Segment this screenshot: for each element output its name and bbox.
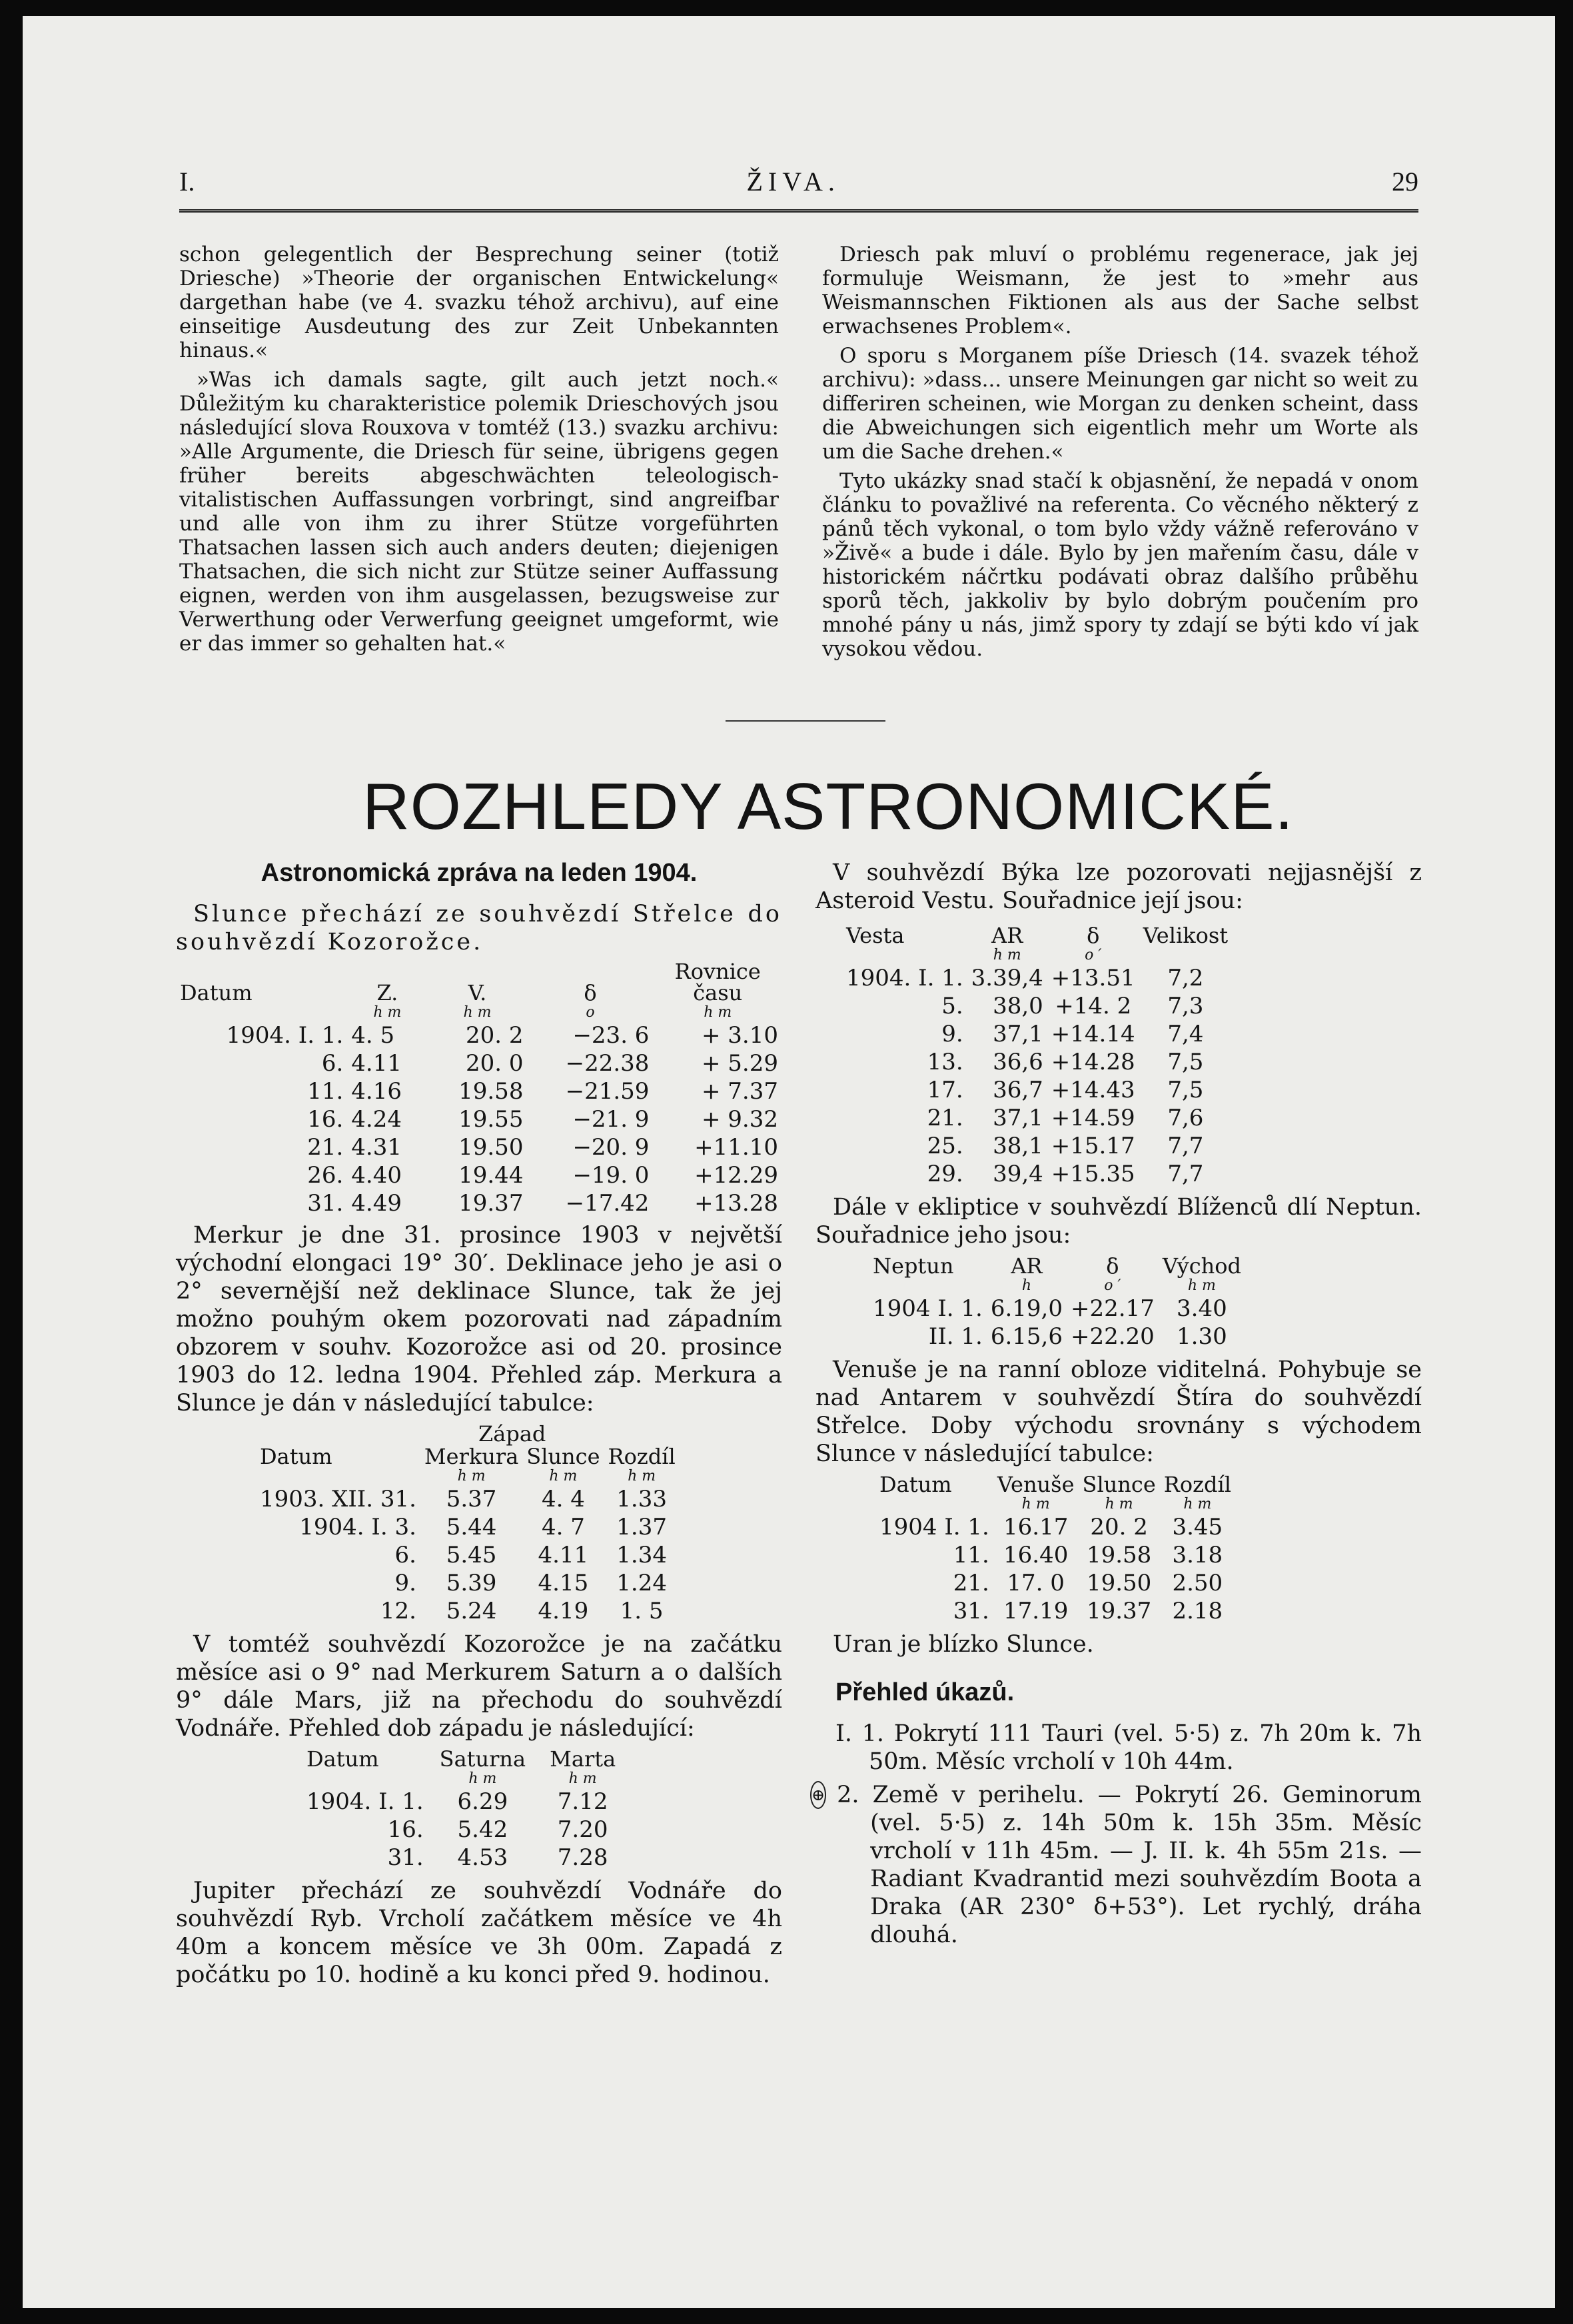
- table-cell: 7,2: [1167, 965, 1204, 991]
- table-cell: 17.: [927, 1077, 963, 1103]
- table-row: [176, 1133, 782, 1161]
- table-cell: 31.: [387, 1844, 424, 1871]
- table-row: [256, 1513, 680, 1541]
- sun-intro: Slunce přechází ze souhvězdí Střelce do souhvězdí Kozorožce.: [176, 901, 782, 955]
- table-row: [256, 1541, 680, 1569]
- table-cell: 6.19,0: [990, 1295, 1063, 1322]
- table-row: [176, 1161, 782, 1189]
- table-row: [302, 1844, 628, 1872]
- unit-label: h m: [1021, 1496, 1050, 1512]
- table-cell: 7.28: [557, 1844, 608, 1871]
- unit-label: h m: [993, 947, 1021, 963]
- table-row: [176, 1021, 782, 1049]
- table-cell: 3.39,4: [971, 965, 1043, 991]
- page: [23, 16, 1555, 2308]
- table-cell: +22.17: [1070, 1295, 1155, 1322]
- table-cell: +14.59: [1051, 1105, 1135, 1131]
- table-cell: 1904 I. 1.: [879, 1514, 989, 1540]
- table-cell: 16.: [307, 1106, 344, 1133]
- report-heading: Astronomická zpráva na leden 1904.: [261, 859, 698, 887]
- table-row: [842, 1104, 1232, 1132]
- earth-symbol-icon: ⊕: [810, 1781, 826, 1809]
- paragraph: schon gelegentlich der Besprechung seiner (totiž Driesche) »Theorie der organischen Entwickelung« dargethan habe (ve 4. svazku téhož archivu), auf eine einseitige Ausdeutung des zur Zeit Unbekannten hinaus.«: [179, 243, 779, 362]
- overview-heading: Přehled úkazů.: [835, 1678, 1015, 1706]
- table-cell: 1904. I. 1.: [306, 1788, 424, 1815]
- table-cell: 4.11: [351, 1050, 402, 1077]
- table-row: [842, 992, 1232, 1020]
- unit-label: o ′: [1104, 1277, 1121, 1294]
- column-header: Neptun: [873, 1253, 954, 1279]
- table-cell: 4. 5: [351, 1022, 395, 1049]
- saturn-table: [302, 1748, 628, 1872]
- column-header: V.: [468, 980, 487, 1005]
- table-row: [875, 1541, 1235, 1569]
- table-cell: +22.20: [1070, 1323, 1155, 1350]
- table-cell: 12.: [380, 1598, 416, 1624]
- table-row: [842, 1076, 1232, 1104]
- unit-label: o ′: [1085, 947, 1102, 963]
- table-cell: −21. 9: [572, 1106, 650, 1133]
- mercury-text: Merkur je dne 31. prosince 1903 v největší východní elongaci 19° 30′. Deklinace jeho je asi o 2° severnější než deklinace Slunce, tak že jej možno pouhým okem pozorovati nad západním obzorem v souhv. Kozorožce asi od 20. prosince 1903 do 12. ledna 1904. Přehled záp. Merkura a Slunce je dán v následující tabulce:: [176, 1222, 782, 1417]
- table-cell: 17. 0: [1007, 1570, 1065, 1596]
- table-cell: 7,7: [1167, 1161, 1204, 1187]
- table-cell: 19.50: [1086, 1570, 1152, 1596]
- table-cell: 21.: [953, 1570, 989, 1596]
- running-header: [179, 166, 1418, 197]
- table-row: [869, 1323, 1245, 1351]
- table-cell: 9.: [394, 1570, 416, 1596]
- table-cell: 17.19: [1003, 1598, 1069, 1624]
- table-row: [176, 1105, 782, 1133]
- table-cell: 20. 2: [465, 1022, 524, 1049]
- table-cell: 7,5: [1167, 1049, 1204, 1075]
- table-cell: 7.12: [557, 1788, 608, 1815]
- table-row: [176, 1189, 782, 1217]
- section-divider: [726, 720, 885, 722]
- table-cell: 31.: [953, 1598, 989, 1624]
- table-cell: 19.58: [1086, 1542, 1152, 1568]
- table-row: [875, 1513, 1235, 1541]
- table-cell: −17.42: [565, 1190, 650, 1217]
- table-cell: 6.29: [457, 1788, 508, 1815]
- table-cell: 19.58: [458, 1078, 524, 1105]
- table-cell: 36,6: [993, 1049, 1043, 1075]
- table-cell: 1.37: [616, 1514, 667, 1540]
- uran-text: Uran je blízko Slunce.: [833, 1631, 1094, 1658]
- table-cell: 4.53: [457, 1844, 508, 1871]
- header-rule: [179, 209, 1418, 215]
- table-cell: 5.: [941, 993, 963, 1019]
- column-header: Saturna: [439, 1746, 526, 1772]
- vesta-table: [842, 924, 1232, 1188]
- unit-label: h m: [628, 1468, 656, 1484]
- mercury-table: [256, 1423, 680, 1625]
- table-cell: 37,1: [993, 1105, 1043, 1131]
- table-row: [842, 1048, 1232, 1076]
- table-cell: 7,3: [1167, 993, 1204, 1019]
- unit-label: o: [586, 1004, 595, 1021]
- table-cell: 20. 0: [465, 1050, 524, 1077]
- table-cell: 4.24: [351, 1106, 402, 1133]
- table-row: [256, 1597, 680, 1625]
- unit-label: h m: [468, 1770, 497, 1787]
- unit-label: h m: [1187, 1277, 1216, 1294]
- table-cell: +14.14: [1051, 1021, 1135, 1047]
- sun-rows: [176, 1021, 782, 1217]
- column-header: AR: [991, 923, 1023, 948]
- table-cell: 2.50: [1172, 1570, 1223, 1596]
- table-cell: 19.44: [458, 1162, 524, 1189]
- table-cell: 7,6: [1167, 1105, 1204, 1131]
- table-cell: +13.51: [1051, 965, 1135, 991]
- table-cell: 11.: [953, 1542, 989, 1568]
- unit-label: h m: [549, 1468, 578, 1484]
- table-row: [176, 1077, 782, 1105]
- paragraph: »Was ich damals sagte, gilt auch jetzt noch.« Důležitým ku charakteristice polemik Drieschových jsou následující slova Rouxova v tomtéž (13.) svazku archivu: »Alle Argumente, die Driesch für seine, übrigens gegen früher bereits abgeschwächten teleologisch-vitalistischen Auffassungen vorbringt, sind angreifbar und alle von ihm zu ihrer Stütze vorgeführten Thatsachen lassen sich auch anders deuten; diejenigen Thatsachen, die sich nicht zur Stütze seiner Auffassung eignen, werden von ihm ausgelassen, bezugsweise zur Verwerthung oder Verwerfung geeignet umgeformt, wie er das immer so gehalten hat.«: [179, 368, 779, 656]
- column-header: δ: [1106, 1253, 1119, 1279]
- table-cell: 3.45: [1172, 1514, 1223, 1540]
- column-header: AR: [1011, 1253, 1043, 1279]
- table-row: [842, 1020, 1232, 1048]
- column-header: Datum: [180, 980, 253, 1005]
- table-row: [176, 1049, 782, 1077]
- table-cell: 1904. I. 3.: [299, 1514, 416, 1540]
- paragraph: Driesch pak mluví o problému regenerace, jak jej formuluje Weismann, že jest to »mehr aus Weismannschen Fiktionen als aus der Sache selbst erwachsenes Problem«.: [822, 243, 1418, 338]
- table-cell: 4.16: [351, 1078, 402, 1105]
- table-cell: 21.: [307, 1134, 344, 1161]
- astro-right-column: [811, 859, 1422, 1949]
- table-cell: 1.34: [616, 1542, 667, 1568]
- header-page-number: 29: [1391, 167, 1418, 197]
- section-title: ROZHLEDY ASTRONOMICKÉ.: [362, 770, 1294, 843]
- column-header: Marta: [550, 1746, 616, 1772]
- column-header: Rovnice: [674, 959, 761, 984]
- table-cell: +13.28: [694, 1190, 778, 1217]
- table-cell: 5.37: [446, 1486, 497, 1512]
- jupiter-text: Jupiter přechází ze souhvězdí Vodnáře do souhvězdí Ryb. Vrcholí začátkem měsíce ve 4h 40m a koncem měsíce ve 3h 00m. Zapadá z počátku po 10. hodině a ku konci před 9. hodinou.: [176, 1878, 782, 1988]
- table-cell: +11.10: [694, 1134, 778, 1161]
- neptun-table: [869, 1255, 1245, 1351]
- table-cell: 7,7: [1167, 1133, 1204, 1159]
- table-cell: 16.40: [1003, 1542, 1069, 1568]
- top-right-column: [822, 243, 1418, 666]
- table-cell: 38,1: [993, 1133, 1043, 1159]
- table-cell: 13.: [927, 1049, 963, 1075]
- column-header: Venuše: [997, 1472, 1075, 1497]
- unit-label: h m: [568, 1770, 597, 1787]
- table-cell: + 5.29: [702, 1050, 778, 1077]
- table-cell: 39,4: [993, 1161, 1043, 1187]
- unit-label: h m: [1183, 1496, 1212, 1512]
- table-cell: 5.24: [446, 1598, 497, 1624]
- table-cell: 1.30: [1177, 1323, 1227, 1350]
- table-cell: 1904. I. 1.: [226, 1022, 344, 1049]
- table-cell: 1903. XII. 31.: [260, 1486, 416, 1512]
- table-cell: 4. 7: [541, 1514, 585, 1540]
- table-row: [302, 1816, 628, 1844]
- sun-table: [176, 961, 782, 1217]
- table-cell: 6.15,6: [990, 1323, 1063, 1350]
- table-cell: 1.33: [616, 1486, 667, 1512]
- venus-table: [875, 1473, 1235, 1625]
- table-cell: 4.31: [351, 1134, 402, 1161]
- table-cell: 2.18: [1172, 1598, 1223, 1624]
- table-cell: + 3.10: [702, 1022, 778, 1049]
- table-cell: 4.49: [351, 1190, 402, 1217]
- neptun-intro: Dále v ekliptice v souhvězdí Blíženců dlí Neptun. Souřadnice jeho jsou:: [815, 1194, 1422, 1249]
- event-item-row: [811, 1781, 1422, 1949]
- table-cell: 20. 2: [1090, 1514, 1148, 1540]
- astro-left-column: [176, 859, 782, 1994]
- table-cell: +14. 2: [1055, 993, 1132, 1019]
- table-cell: + 9.32: [702, 1106, 778, 1133]
- unit-label: h m: [1105, 1496, 1133, 1512]
- table-cell: 4.19: [538, 1598, 589, 1624]
- table-cell: 3.40: [1177, 1295, 1227, 1322]
- table-row: [256, 1569, 680, 1597]
- table-cell: 19.55: [458, 1106, 524, 1133]
- table-row: [302, 1788, 628, 1816]
- venus-text: Venuše je na ranní obloze viditelná. Pohybuje se nad Antarem v souhvězdí Štíra do souhvězdí Střelce. Doby východu srovnány s východem Slunce v následující tabulce:: [815, 1357, 1422, 1467]
- table-cell: 7,4: [1167, 1021, 1204, 1047]
- table-cell: II. 1.: [928, 1323, 983, 1350]
- table-row: [875, 1597, 1235, 1625]
- unit-label: h: [1021, 1277, 1031, 1294]
- header-volume: I.: [179, 167, 195, 197]
- column-header: Datum: [260, 1444, 332, 1469]
- column-header: Rozdíl: [608, 1444, 676, 1469]
- table-row: [842, 1132, 1232, 1160]
- paragraph: O sporu s Morganem píše Driesch (14. svazek téhož archivu): »dass... unsere Meinungen gar nicht so weit zu differiren scheinen, wie Morgan zu denken scheint, dass die Abweichungen sich eigentlich mehr um Worte als um die Sache drehen.«: [822, 344, 1418, 464]
- table-row: [256, 1485, 680, 1513]
- table-cell: 19.37: [1086, 1598, 1152, 1624]
- column-header: času: [693, 980, 743, 1005]
- table-cell: 4. 4: [541, 1486, 585, 1512]
- table-cell: −22.38: [565, 1050, 650, 1077]
- table-cell: 16.: [387, 1816, 424, 1843]
- table-cell: +14.28: [1051, 1049, 1135, 1075]
- table-cell: 5.45: [446, 1542, 497, 1568]
- table-cell: 4.15: [538, 1570, 589, 1596]
- table-row: [875, 1569, 1235, 1597]
- table-cell: 36,7: [993, 1077, 1043, 1103]
- top-left-column: [179, 243, 779, 661]
- unit-label: h m: [463, 1004, 492, 1021]
- table-cell: 1904. I. 1.: [846, 965, 963, 991]
- paragraph: Tyto ukázky snad stačí k objasnění, že nepadá v onom článku to považlivé na referenta. Co věcného některý z pánů těch vykonal, o tom bylo vždy vážně referováno v »Živě« a bude i dále. Bylo by jen mařením času, dále v historickém náčrtku podávati obraz dalšího průběhu sporů těch, jakkoliv by bylo dobrým poučením pro mnohé pány u nás, jimž spory ty zdají se býti kdo ví jak vysokou vědou.: [822, 469, 1418, 661]
- table-cell: 21.: [927, 1105, 963, 1131]
- table-cell: 19.50: [458, 1134, 524, 1161]
- column-header: Slunce: [1082, 1472, 1156, 1497]
- table-cell: 11.: [307, 1078, 344, 1105]
- unit-label: h m: [704, 1004, 732, 1021]
- table-cell: 1904 I. 1.: [873, 1295, 983, 1322]
- table-cell: 5.44: [446, 1514, 497, 1540]
- column-header: δ: [584, 980, 597, 1005]
- table-cell: 1.24: [616, 1570, 667, 1596]
- table-cell: 37,1: [993, 1021, 1043, 1047]
- unit-label: h m: [373, 1004, 402, 1021]
- vesta-rows: [842, 964, 1232, 1188]
- table-cell: 4.11: [538, 1542, 589, 1568]
- table-cell: −21.59: [565, 1078, 650, 1105]
- table-cell: 4.40: [351, 1162, 402, 1189]
- column-header: Datum: [306, 1746, 379, 1772]
- mercury-rows: [256, 1485, 680, 1625]
- table-cell: 16.17: [1003, 1514, 1069, 1540]
- table-cell: 29.: [927, 1161, 963, 1187]
- table-cell: 26.: [307, 1162, 344, 1189]
- column-header: Z.: [376, 980, 398, 1005]
- table-cell: 5.42: [457, 1816, 508, 1843]
- table-cell: +15.35: [1051, 1161, 1135, 1187]
- event-item: I. 1. Pokrytí 111 Tauri (vel. 5·5) z. 7h 20m k. 7h 50m. Měsíc vrcholí v 10h 44m.: [835, 1720, 1422, 1775]
- column-header: Vesta: [846, 923, 905, 948]
- column-header: Slunce: [526, 1444, 600, 1469]
- table-cell: 7.20: [557, 1816, 608, 1843]
- table-cell: + 7.37: [702, 1078, 778, 1105]
- table-cell: 31.: [307, 1190, 344, 1217]
- saturn-text: V tomtéž souhvězdí Kozorožce je na začátku měsíce asi o 9° nad Merkurem Saturn a o dalších 9° dále Mars, již na přechodu do souhvězdí Vodnáře. Přehled dob západu je následující:: [176, 1631, 782, 1742]
- table-cell: 6.: [321, 1050, 344, 1077]
- unit-label: h m: [457, 1468, 486, 1484]
- table-cell: 19.37: [458, 1190, 524, 1217]
- table-cell: 38,0: [993, 993, 1043, 1019]
- header-journal-title: ŽIVA.: [746, 167, 840, 197]
- column-header: Datum: [879, 1472, 952, 1497]
- table-cell: +14.43: [1051, 1077, 1135, 1103]
- table-cell: −23. 6: [572, 1022, 650, 1049]
- table-row: [842, 1160, 1232, 1188]
- saturn-rows: [302, 1788, 628, 1872]
- table-cell: −20. 9: [572, 1134, 650, 1161]
- table-cell: 3.18: [1172, 1542, 1223, 1568]
- table-cell: 7,5: [1167, 1077, 1204, 1103]
- column-header: Východ: [1162, 1253, 1241, 1279]
- table-cell: 5.39: [446, 1570, 497, 1596]
- column-header: Západ: [478, 1421, 546, 1447]
- table-cell: 9.: [941, 1021, 963, 1047]
- table-row: [869, 1295, 1245, 1323]
- event-list: [811, 1720, 1422, 1949]
- venus-rows: [875, 1513, 1235, 1625]
- vesta-intro: V souhvězdí Býka lze pozorovati nejjasnější z Asteroid Vestu. Souřadnice její jsou:: [815, 860, 1422, 914]
- table-cell: +15.17: [1051, 1133, 1135, 1159]
- table-cell: −19. 0: [572, 1162, 650, 1189]
- table-cell: 25.: [927, 1133, 963, 1159]
- column-header: δ: [1087, 923, 1100, 948]
- table-row: [842, 964, 1232, 992]
- column-header: Rozdíl: [1163, 1472, 1231, 1497]
- table-cell: 6.: [394, 1542, 416, 1568]
- column-header: Velikost: [1143, 923, 1229, 948]
- neptun-rows: [869, 1295, 1245, 1351]
- table-cell: +12.29: [694, 1162, 778, 1189]
- event-item: 2. Země v perihelu. — Pokrytí 26. Geminorum (vel. 5·5) z. 14h 50m k. 15h 35m. Měsíc vrcholí v 11h 45m. — J. II. k. 4h 55m 21s. — Radiant Kvadrantid mezi souhvězdím Boota a Draka (AR 230° δ+53°). Let rychlý, dráha dlouhá.: [837, 1782, 1422, 1948]
- table-cell: 1. 5: [620, 1598, 664, 1624]
- column-header: Merkura: [424, 1444, 519, 1469]
